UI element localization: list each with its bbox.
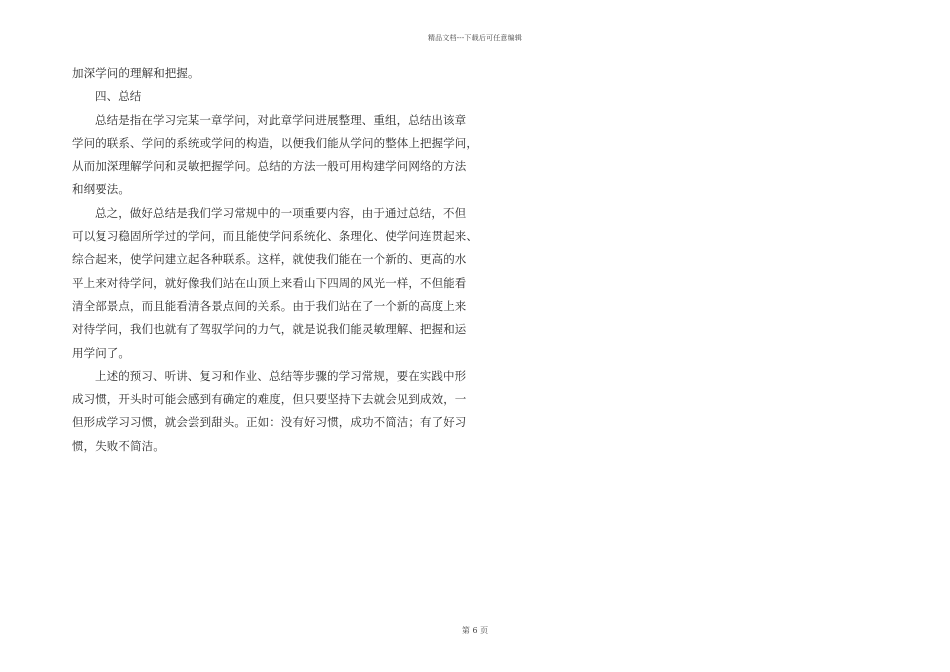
paragraph-line: 对待学问，我们也就有了驾驭学问的力气，就是说我们能灵敏理解、把握和运 xyxy=(72,322,467,337)
paragraph-line: 但形成学习习惯，就会尝到甜头。正如：没有好习惯，成功不简洁；有了好习 xyxy=(72,415,467,430)
paragraph-line: 总之，做好总结是我们学习常规中的一项重要内容，由于通过总结，不但 xyxy=(95,205,467,220)
paragraph-line: 加深学问的理解和把握。 xyxy=(72,66,200,80)
paragraph-line: 从而加深理解学问和灵敏把握学问。总结的方法一般可用构建学问网络的方法 xyxy=(72,159,467,174)
paragraph-line: 上述的预习、听讲、复习和作业、总结等步骤的学习常规，要在实践中形 xyxy=(95,368,467,383)
paragraph-line: 可以复习稳固所学过的学问，而且能使学问系统化、条理化、使学问连贯起来、 xyxy=(72,229,478,244)
paragraph-line: 成习惯，开头时可能会感到有确定的难度，但只要坚持下去就会见到成效，一 xyxy=(72,392,467,407)
document-body xyxy=(72,62,492,458)
paragraph-line: 用学问了。 xyxy=(72,345,130,360)
paragraph-line: 综合起来，使学问建立起各种联系。这样，就使我们能在一个新的、更高的水 xyxy=(72,252,467,267)
paragraph-line: 总结是指在学习完某一章学问，对此章学问进展整理、重组，总结出该章 xyxy=(95,112,467,127)
paragraph-line: 学问的联系、学问的系统或学问的构造，以便我们能从学问的整体上把握学问， xyxy=(72,135,478,150)
page-header: 精品文档---下载后可任意编辑 xyxy=(427,34,523,42)
paragraph-line: 清全部景点，而且能看清各景点间的关系。由于我们站在了一个新的高度上来 xyxy=(72,298,467,313)
paragraph-line: 惯，失败不简洁。 xyxy=(72,438,165,453)
paragraph-line: 和纲要法。 xyxy=(72,182,130,197)
paragraph-line: 平上来对待学问，就好像我们站在山顶上来看山下四周的风光一样，不但能看 xyxy=(72,275,467,290)
section-heading: 四、总结 xyxy=(95,89,142,104)
page-number: 第 6 页 xyxy=(461,626,489,635)
